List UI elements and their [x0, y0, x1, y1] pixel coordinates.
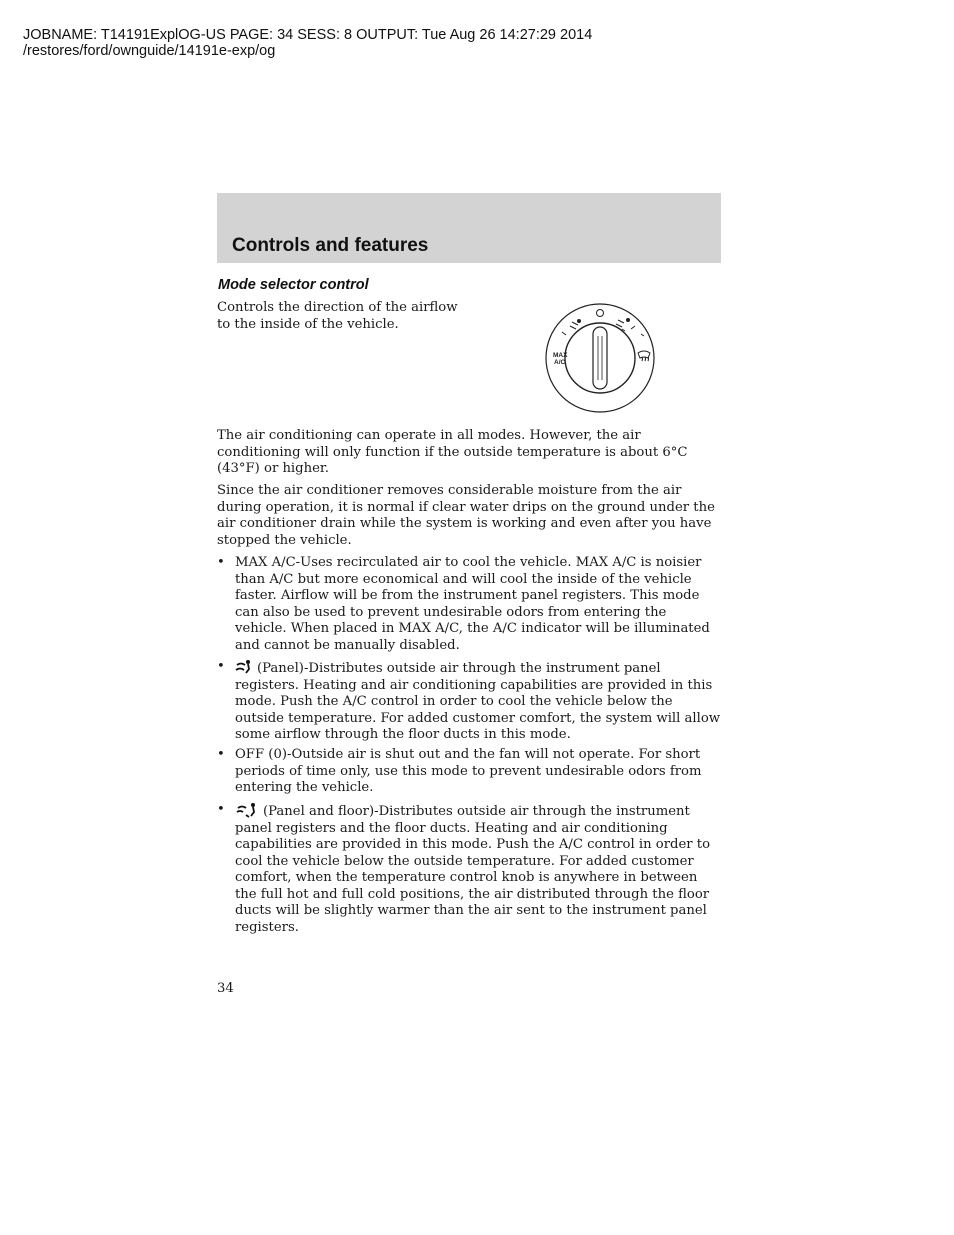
- bullet-panel-floor: [217, 802, 722, 936]
- bullet-text: OFF (0)-Outside air is shut out and the fan will not operate. For short periods of time only, use this mode to prevent undesirable odors from entering the vehicle.: [235, 747, 702, 795]
- section-header-band: [217, 193, 721, 263]
- off-position-icon: [597, 310, 604, 317]
- bullet-marker: •: [217, 747, 225, 762]
- job-header-line-2: /restores/ford/ownguide/14191e-exp/og: [23, 43, 276, 59]
- bullet-marker: •: [217, 802, 225, 817]
- dial-ac-label: A/C: [554, 359, 566, 366]
- bullet-marker: •: [217, 659, 225, 674]
- panel-floor-vent-icon: [235, 802, 259, 818]
- page-number: 34: [217, 981, 234, 996]
- subheading: Mode selector control: [218, 277, 369, 293]
- bullet-off: [217, 747, 722, 797]
- panel-vent-icon: [235, 659, 253, 675]
- bullet-panel: [217, 659, 722, 744]
- bullet-marker: •: [217, 555, 225, 570]
- bullet-text: (Panel and floor)-Distributes outside air through the instrument panel registers and the floor ducts. Heating and air conditioning capabilities are provided in this mode. Push the A/C control in order to cool the vehicle below the outside temperature. For added customer comfort, when the temperature control knob is anywhere in between the full hot and full cold positions, the air distributed through the floor ducts will be slightly warmer than the air sent to the instrument panel registers.: [235, 804, 711, 935]
- section-title: Controls and features: [232, 235, 429, 256]
- paragraph-ac-operation: The air conditioning can operate in all modes. However, the air conditioning will only function if the outside temperature is about 6°C (43°F) or higher.: [217, 428, 688, 476]
- bullet-max-ac: [217, 555, 722, 654]
- dial-max-label: MAX: [553, 352, 568, 359]
- bullet-text: MAX A/C-Uses recirculated air to cool the vehicle. MAX A/C is noisier than A/C but more economical and will cool the inside of the vehicle faster. Airflow will be from the instrument panel registers. This mode can also be used to prevent undesirable odors from entering the vehicle. When placed in MAX A/C, the A/C indicator will be illuminated and cannot be manually disabled.: [235, 555, 710, 653]
- mode-selector-dial-illustration: [542, 300, 658, 416]
- dial-knob-grip: [593, 327, 607, 389]
- bullet-text: (Panel)-Distributes outside air through the instrument panel registers. Heating and air conditioning capabilities are provided in this mode. Push the A/C control in order to cool the vehicle below the outside temperature. For added customer comfort, the system will allow some airflow through the floor ducts in this mode.: [235, 661, 721, 742]
- job-header-line-1: JOBNAME: T14191ExplOG-US PAGE: 34 SESS: 8 OUTPUT: Tue Aug 26 14:27:29 2014: [23, 27, 593, 43]
- job-header: [23, 27, 923, 59]
- intro-text: Controls the direction of the airflow to the inside of the vehicle.: [217, 300, 458, 332]
- paragraph-moisture: Since the air conditioner removes considerable moisture from the air during operation, it is normal if clear water drips on the ground under the air conditioner drain while the system is working and even after you have stopped the vehicle.: [217, 483, 715, 548]
